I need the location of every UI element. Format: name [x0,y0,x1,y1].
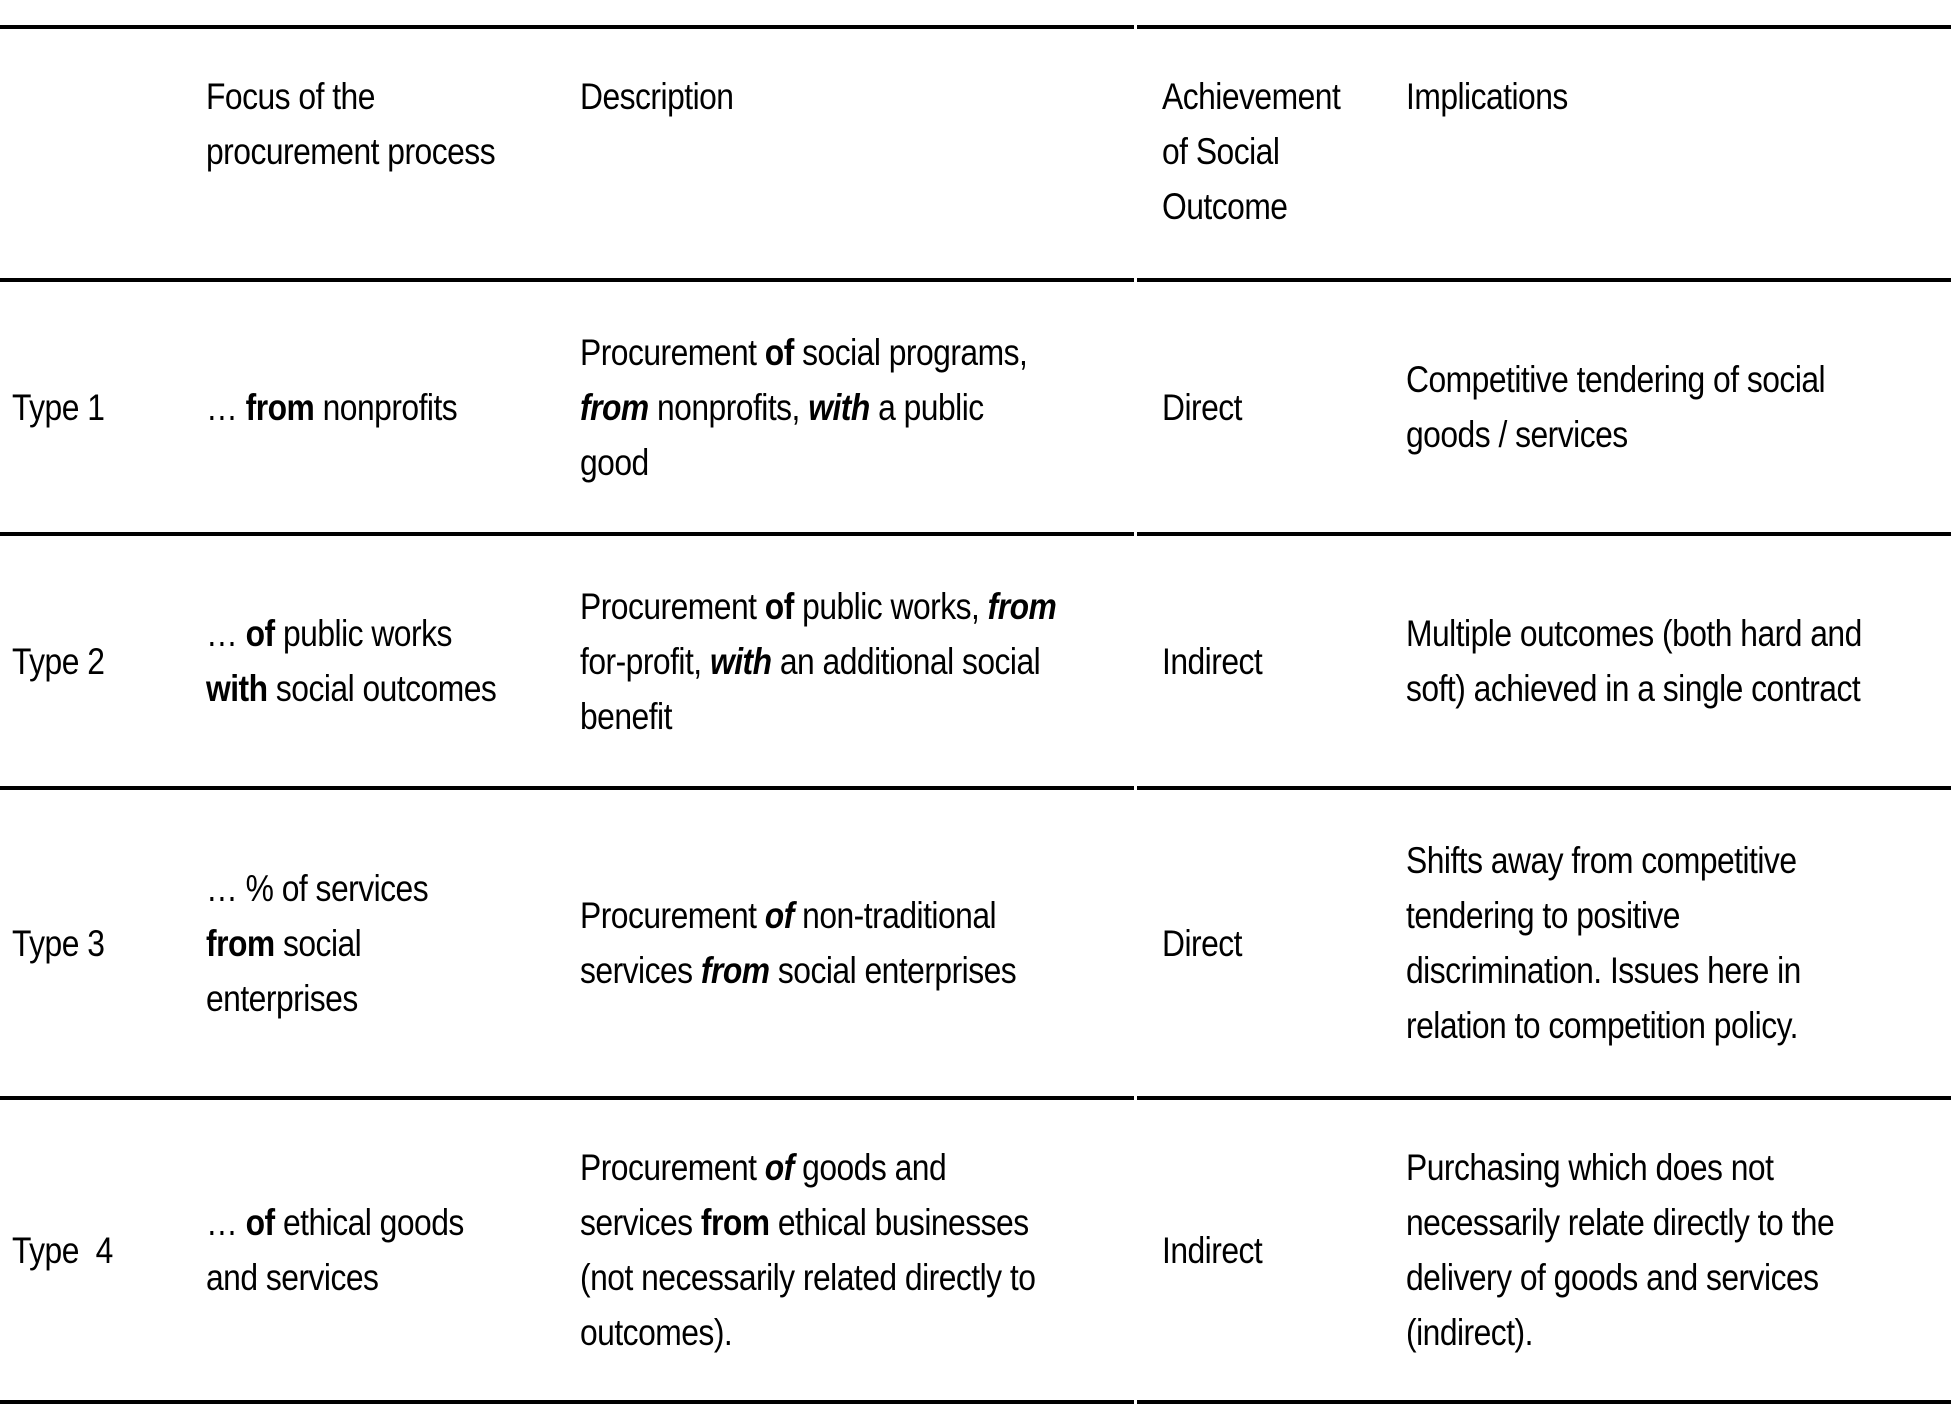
cell-text: goods and [793,1147,947,1188]
table-rule-bottom [0,1400,1951,1404]
cell-text: public works [274,613,452,654]
cell-text: Procurement [580,1147,765,1188]
cell-text: social programs, [793,331,1028,373]
cell-description [580,536,1139,786]
cell-text: (indirect). [1406,1312,1533,1353]
emphasis-text: from [580,386,649,428]
cell-type: Type 3 [12,922,105,964]
cell-text: a public [869,386,984,428]
cell-implications [1406,282,1939,532]
cell-text: services [580,950,701,991]
header-focus: Focus of the procurement process [206,76,496,172]
emphasis-text: from [987,585,1057,627]
cell-type: Type 4 [12,1229,113,1271]
cell-text: social enterprises [769,950,1017,991]
cell-text: ethical goods [274,1202,464,1243]
cell-text: benefit [580,695,672,737]
cell-text: necessarily relate directly to the [1406,1202,1835,1243]
emphasis-text: of [764,895,794,936]
header-type [12,69,175,249]
cell-type: Type 1 [12,386,105,428]
cell-text: social outcomes [267,668,497,709]
cell-text: discrimination. Issues here in [1406,950,1801,991]
cell-text: soft) achieved in a single contract [1406,668,1861,709]
cell-description [580,282,1139,532]
cell-text: Procurement [580,585,765,627]
header-description: Description [580,76,734,117]
cell-achievement: Direct [1162,386,1243,428]
table-rule-top [0,25,1951,29]
table-row [0,536,1959,786]
header-implications: Implications [1406,76,1568,117]
cell-focus [206,536,567,786]
emphasis-text: of [245,1202,275,1243]
cell-text: goods / services [1406,414,1628,455]
cell-text: good [580,441,649,483]
cell-focus [206,282,567,532]
emphasis-text: with [206,668,268,709]
cell-text: … [206,386,246,428]
cell-focus [206,1100,567,1400]
emphasis-text: from [700,950,770,991]
emphasis-text: of [764,331,794,373]
cell-text: Shifts away from competitive [1406,840,1797,881]
cell-focus [206,790,567,1096]
cell-achievement: Indirect [1162,640,1263,682]
cell-text: outcomes). [580,1312,733,1353]
cell-text: nonprofits, [648,386,809,428]
cell-text: Competitive tendering of social [1406,359,1826,400]
cell-type: Type 2 [12,640,105,682]
header-achievement: Achievement of Social Outcome [1162,76,1341,227]
cell-text: and services [206,1257,379,1298]
emphasis-text: with [709,640,772,682]
cell-text: non-traditional [793,895,997,936]
cell-text: Procurement [580,331,765,373]
cell-text: an additional social [771,640,1041,682]
cell-description [580,1100,1139,1400]
cell-text: ethical businesses [769,1202,1029,1243]
cell-text: relation to competition policy. [1406,1005,1798,1046]
emphasis-text: from [206,922,275,964]
cell-achievement: Direct [1162,922,1243,964]
table-header-row [0,69,1959,249]
cell-description [580,790,1139,1096]
cell-text: … [206,613,246,654]
cell-text: Procurement [580,895,765,936]
cell-text: … % of services [206,867,429,909]
cell-text: Multiple outcomes (both hard and [1406,613,1862,654]
cell-text: social [274,922,362,964]
cell-text: for-profit, [580,640,710,682]
cell-implications [1406,536,1939,786]
cell-text: delivery of goods and services [1406,1257,1819,1298]
emphasis-text: from [245,386,315,428]
cell-text: public works, [793,585,988,627]
emphasis-text: of [245,613,275,654]
cell-text: Purchasing which does not [1406,1147,1774,1188]
emphasis-text: of [764,1147,794,1188]
emphasis-text: from [700,1202,770,1243]
table-row [0,282,1959,532]
cell-implications [1406,790,1939,1096]
cell-text: … [206,1202,246,1243]
cell-text: enterprises [206,977,358,1019]
cell-text: nonprofits [314,386,458,428]
table-row [0,790,1959,1096]
emphasis-text: of [764,585,794,627]
emphasis-text: with [808,386,870,428]
cell-text: tendering to positive [1406,895,1680,936]
cell-text: (not necessarily related directly to [580,1257,1036,1298]
table-row [0,1100,1959,1400]
cell-text: services [580,1202,701,1243]
cell-implications [1406,1100,1939,1400]
cell-achievement: Indirect [1162,1229,1263,1271]
